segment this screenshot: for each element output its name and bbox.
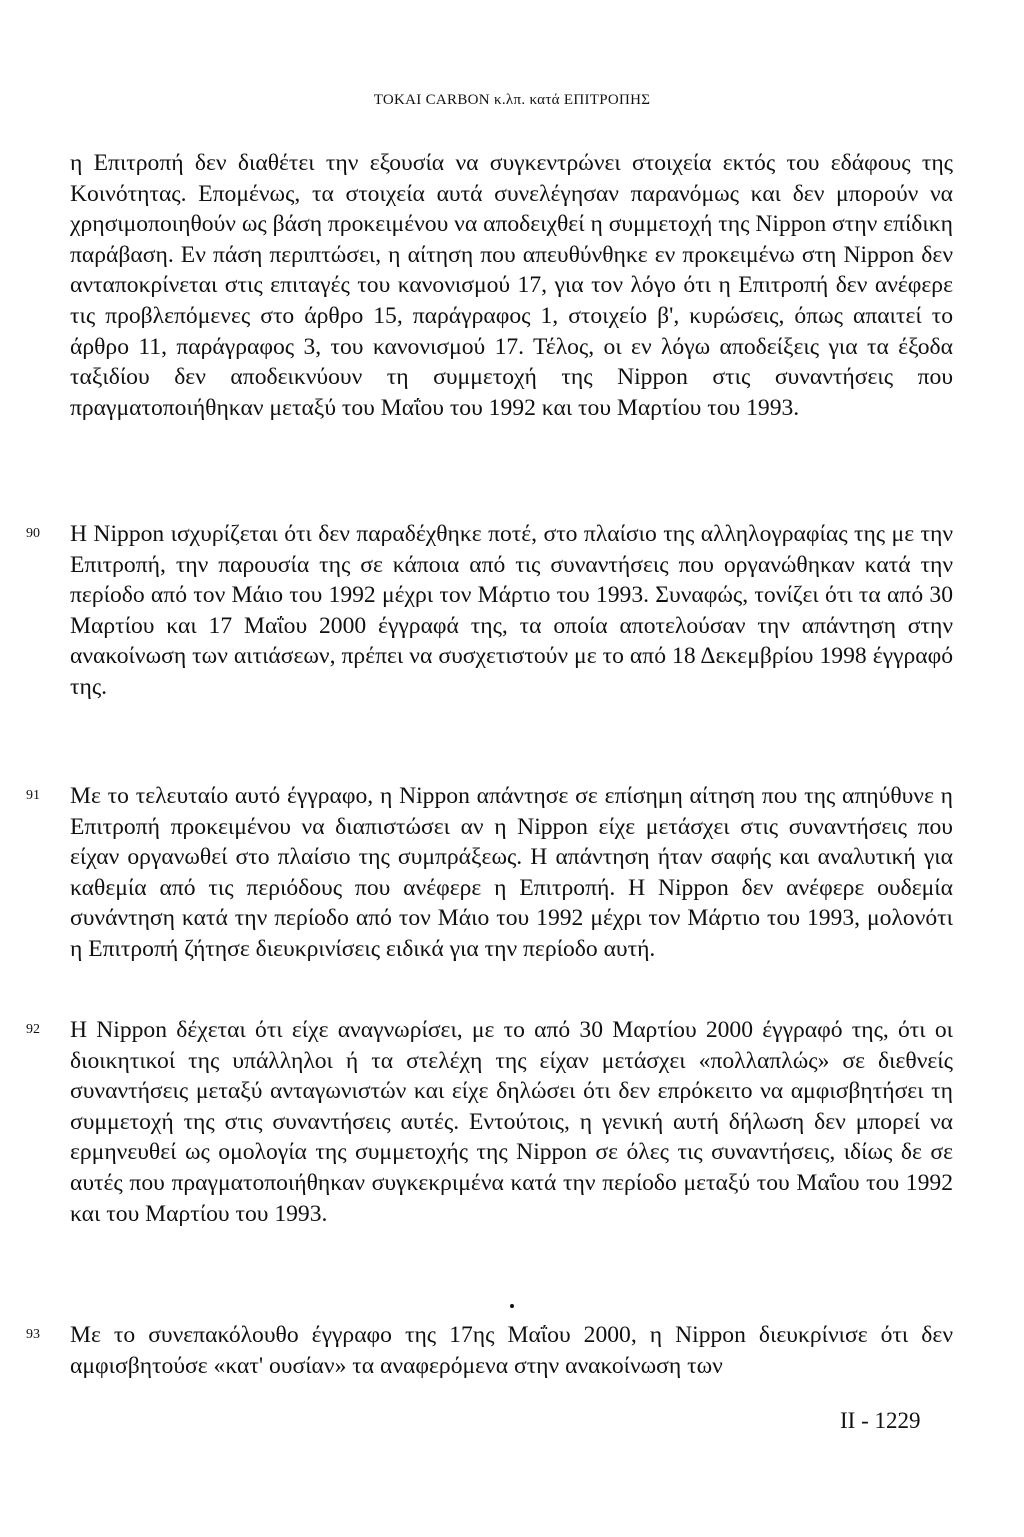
page-number: II - 1229 <box>840 1408 921 1433</box>
running-header: TOKAI CARBON κ.λπ. κατά ΕΠΙΤΡΟΠΗΣ <box>373 92 651 108</box>
paragraph-number-93: 93 <box>26 1327 40 1342</box>
paragraph-90: Η Nippon ισχυρίζεται ότι δεν παραδέχθηκε ποτέ, στο πλαίσιο της αλληλογραφίας της με την Επιτροπή, την παρουσία της σε κάποια από τις συναντήσεις που οργανώθηκαν κατά την περίοδο από τον Μάιο του 1992 μέχρι τον Μάρτιο του 1993. Συναφώς, τονίζει ότι τα από 30 Μαρτίου και 17 Μαΐου 2000 έγγραφά της, τα οποία αποτελούσαν την απάντηση στην ανακοίνωση των αιτιάσεων, πρέπει να συσχετιστούν με το από 18 Δεκεμβρίου 1998 έγγραφό της. <box>70 521 953 700</box>
paragraph-92: Η Nippon δέχεται ότι είχε αναγνωρίσει, με το από 30 Μαρτίου 2000 έγγραφό της, ότι οι διοικητικοί της υπάλληλοι ή τα στελέχη της είχαν μετάσχει «πολλαπλώς» σε διεθνείς συναντήσεις μεταξύ ανταγωνιστών και είχε δηλώσει ότι δεν επρόκειτο να αμφισβητήσει τη συμμετοχή της στις συναντήσεις αυτές. Εντούτοις, η γενική αυτή δήλωση δεν μπορεί να ερμηνευθεί ως ομολογία της συμμετοχής της Nippon σε όλες τις συναντήσεις, ιδίως δε σε αυτές που πραγματοποιήθηκαν συγκεκριμένα κατά την περίοδο μεταξύ του Μαΐου του 1992 και του Μαρτίου του 1993. <box>70 1017 953 1227</box>
paragraph-91: Με το τελευταίο αυτό έγγραφο, η Nippon απάντησε σε επίσημη αίτηση που της απηύθυνε η Επιτροπή προκειμένου να διαπιστώσει αν η Nippon είχε μετάσχει στις συναντήσεις που είχαν οργανωθεί στο πλαίσιο της συμπράξεως. Η απάντηση ήταν σαφής και αναλυτική για καθεμία από τις περιόδους που ανέφερε η Επιτροπή. Η Nippon δεν ανέφερε ουδεμία συνάντηση κατά την περίοδο από τον Μάιο του 1992 μέχρι τον Μάρτιο του 1993, μολονότι η Επιτροπή ζήτησε διευκρινίσεις ειδικά για την περίοδο αυτή. <box>70 783 953 962</box>
stray-dot-mark <box>510 1304 514 1308</box>
paragraph-93: Με το συνεπακόλουθο έγγραφο της 17ης Μαΐου 2000, η Nippon διευκρίνισε ότι δεν αμφισβητούσε «κατ' ουσίαν» τα αναφερόμενα στην ανακοίνωση των <box>70 1322 953 1379</box>
paragraph-number-90: 90 <box>26 526 40 541</box>
paragraph-number-91: 91 <box>26 788 40 803</box>
paragraph-89-continuation: η Επιτροπή δεν διαθέτει την εξουσία να συγκεντρώνει στοιχεία εκτός του εδάφους της Κοινότητας. Επομένως, τα στοιχεία αυτά συνελέγησαν παρανόμως και δεν μπορούν να χρησιμοποιηθούν ως βάση προκειμένου να αποδειχθεί η συμμετοχή της Nippon στην επίδικη παράβαση. Εν πάση περιπτώσει, η αίτηση που απευθύνθηκε εν προκειμένω στη Nippon δεν ανταποκρίνεται στις επιταγές του κανονισμού 17, για τον λόγο ότι η Επιτροπή δεν ανέφερε τις προβλεπόμενες στο άρθρο 15, παράγραφος 1, στοιχείο β', κυρώσεις, όπως απαιτεί το άρθρο 11, παράγραφος 3, του κανονισμού 17. Τέλος, οι εν λόγω αποδείξεις για τα έξοδα ταξιδίου δεν αποδεικνύουν τη συμμετοχή της Nippon στις συναντήσεις που πραγματοποιήθηκαν μεταξύ του Μαΐου του 1992 και του Μαρτίου του 1993. <box>70 150 953 421</box>
paragraph-number-92: 92 <box>26 1022 40 1037</box>
